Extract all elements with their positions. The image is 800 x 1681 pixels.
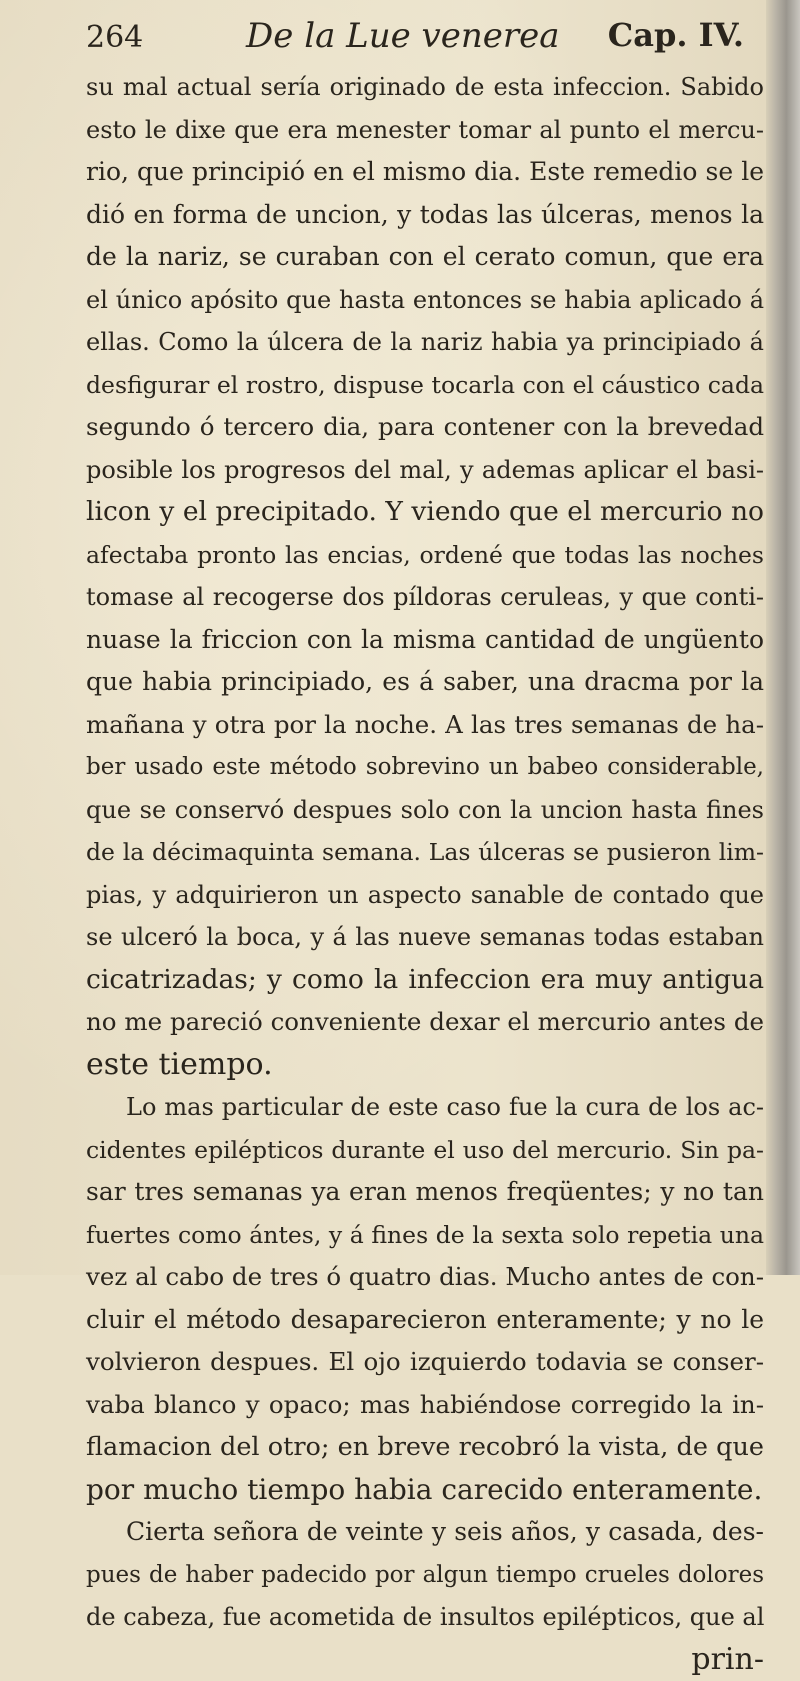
paragraph-start: Lo mas particular de este caso fue la cura de los ac- <box>86 1086 764 1129</box>
text-line: volvieron despues. El ojo izquierdo todavia se conser- <box>86 1341 764 1384</box>
text-line: su mal actual sería originado de esta infeccion. Sabido <box>86 66 764 109</box>
text-line: tomase al recogerse dos píldoras ceruleas, y que conti- <box>86 576 764 619</box>
page-header <box>86 14 766 64</box>
text-line: ber usado este método sobrevino un babeo considerable, <box>86 746 764 789</box>
text-line: vaba blanco y opaco; mas habiéndose corregido la in- <box>86 1384 764 1427</box>
text-line: se ulceró la boca, y á las nueve semanas todas estaban <box>86 916 764 959</box>
page-number: 264 <box>86 20 143 55</box>
text-line: dió en forma de uncion, y todas las úlceras, menos la <box>86 194 764 237</box>
text-line: de la nariz, se curaban con el cerato comun, que era <box>86 236 764 279</box>
text-line: que habia principiado, es á saber, una dracma por la <box>86 661 764 704</box>
text-line: nuase la friccion con la misma cantidad de ungüento <box>86 619 764 662</box>
text-line: que se conservó despues solo con la uncion hasta fines <box>86 789 764 832</box>
text-line: rio, que principió en el mismo dia. Este remedio se le <box>86 151 764 194</box>
text-line: cicatrizadas; y como la infeccion era muy antigua <box>86 959 764 1002</box>
text-line: sar tres semanas ya eran menos freqüentes; y no tan <box>86 1171 764 1214</box>
text-line: fuertes como ántes, y á fines de la sexta solo repetia una <box>86 1214 764 1257</box>
text-line: este tiempo. <box>86 1044 764 1087</box>
text-line: afectaba pronto las encias, ordené que todas las noches <box>86 534 764 577</box>
text-line: desfigurar el rostro, dispuse tocarla con el cáustico cada <box>86 364 764 407</box>
text-line: no me pareció conveniente dexar el mercurio antes de <box>86 1001 764 1044</box>
text-line: pues de haber padecido por algun tiempo crueles dolores <box>86 1554 764 1597</box>
text-line: el único apósito que hasta entonces se habia aplicado á <box>86 279 764 322</box>
text-line: esto le dixe que era menester tomar al punto el mercu- <box>86 109 764 152</box>
paragraph-start: Cierta señora de veinte y seis años, y casada, des- <box>86 1511 764 1554</box>
text-line: por mucho tiempo habia carecido enteramente. <box>86 1469 764 1512</box>
chapter-label: Cap. IV. <box>608 16 744 54</box>
page-edge <box>766 0 800 1275</box>
text-line: cluir el método desaparecieron enteramente; y no le <box>86 1299 764 1342</box>
text-line: posible los progresos del mal, y ademas aplicar el basi- <box>86 449 764 492</box>
text-line: cidentes epilépticos durante el uso del mercurio. Sin pa- <box>86 1129 764 1172</box>
text-line: flamacion del otro; en breve recobró la vista, de que <box>86 1426 764 1469</box>
text-line: de cabeza, fue acometida de insultos epilépticos, que al <box>86 1596 764 1639</box>
text-line: ellas. Como la úlcera de la nariz habia ya principiado á <box>86 321 764 364</box>
text-line: licon y el precipitado. Y viendo que el mercurio no <box>86 491 764 534</box>
body-text <box>86 66 764 1681</box>
text-line: pias, y adquirieron un aspecto sanable de contado que <box>86 874 764 917</box>
text-line: vez al cabo de tres ó quatro dias. Mucho antes de con- <box>86 1256 764 1299</box>
text-line: de la décimaquinta semana. Las úlceras se pusieron lim- <box>86 831 764 874</box>
text-line: segundo ó tercero dia, para contener con la brevedad <box>86 406 764 449</box>
catchword: prin- <box>86 1639 764 1681</box>
text-line: mañana y otra por la noche. A las tres semanas de ha- <box>86 704 764 747</box>
running-title: De la Lue venerea <box>246 16 560 56</box>
